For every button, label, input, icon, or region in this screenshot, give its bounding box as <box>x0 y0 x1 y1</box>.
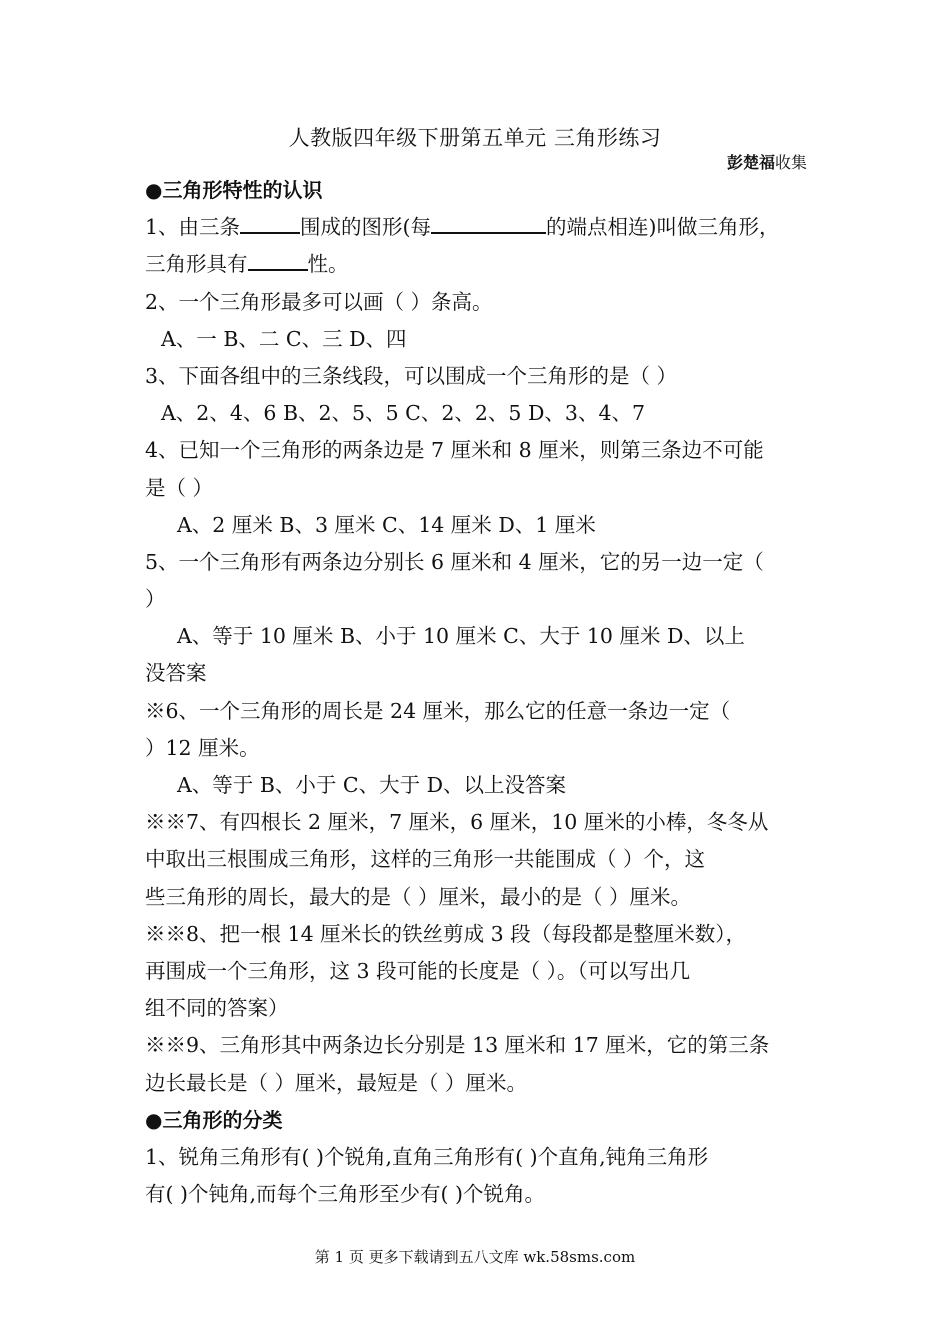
author-suffix: 收集 <box>774 153 807 172</box>
question-line: 4、已知一个三角形的两条边是 7 厘米和 8 厘米，则第三条边不可能 <box>145 438 764 463</box>
question-line: ）12 厘米。 <box>145 735 260 760</box>
author-name: 彭楚福 <box>726 153 775 172</box>
section-heading: ●三角形特性的认识 <box>145 178 323 202</box>
question-text: 的端点相连)叫做三角形， <box>546 215 780 240</box>
question-line <box>145 246 815 283</box>
question-line: 1、锐角三角形有( )个锐角,直角三角形有( )个直角,钝角三角形 <box>145 1144 709 1169</box>
page-footer: 第 1 页 更多下载请到五八文库 wk.58sms.com <box>314 1248 636 1266</box>
question-line: ） <box>145 587 166 612</box>
question-line: 是（ ） <box>145 475 214 500</box>
question-line: 2、一个三角形最多可以画（ ）条高。 <box>145 289 493 314</box>
question-line: A、2、4、6 B、2、5、5 C、2、2、5 D、3、4、7 <box>161 401 646 426</box>
fill-in-blank <box>431 212 546 234</box>
question-line: 有( )个钝角,而每个三角形至少有( )个锐角。 <box>145 1182 546 1207</box>
question-line: ※※9、三角形其中两条边长分别是 13 厘米和 17 厘米，它的第三条 <box>145 1033 770 1058</box>
question-line: ※6、一个三角形的周长是 24 厘米，那么它的任意一条边一定（ <box>145 698 731 723</box>
question-line: 没答案 <box>145 661 207 686</box>
question-line: 组不同的答案） <box>145 996 289 1021</box>
question-line <box>145 209 815 246</box>
page-title: 人教版四年级下册第五单元 三角形练习 <box>288 126 662 150</box>
author-credit <box>727 150 807 173</box>
question-line: ※※7、有四根长 2 厘米，7 厘米，6 厘米，10 厘米的小棒，冬冬从 <box>145 810 769 835</box>
question-text: 三角形具有 <box>145 252 248 277</box>
exercise-content <box>145 172 815 1213</box>
question-line: ※※8、把一根 14 厘米长的铁丝剪成 3 段（每段都是整厘米数）， <box>145 921 746 946</box>
question-line: 3、下面各组中的三条线段，可以围成一个三角形的是（ ） <box>145 363 678 388</box>
question-line: 些三角形的周长，最大的是（ ）厘米，最小的是（ ）厘米。 <box>145 884 692 909</box>
question-line: 再围成一个三角形，这 3 段可能的长度是（ ）。（可以写出几 <box>145 958 691 983</box>
question-text: 性。 <box>307 252 349 277</box>
question-line: A、等于 10 厘米 B、小于 10 厘米 C、大于 10 厘米 D、以上 <box>177 624 745 649</box>
question-line: A、一 B、二 C、三 D、四 <box>161 326 407 351</box>
question-line: 中取出三根围成三角形，这样的三角形一共能围成（ ）个，这 <box>145 847 706 872</box>
question-line: A、等于 B、小于 C、大于 D、以上没答案 <box>177 773 567 797</box>
question-line: 5、一个三角形有两条边分别长 6 厘米和 4 厘米，它的另一边一定（ <box>145 549 764 574</box>
question-line: 边长最长是（ ）厘米，最短是（ ）厘米。 <box>145 1070 528 1095</box>
question-text: 1、由三条 <box>145 215 241 240</box>
fill-in-blank <box>240 212 300 234</box>
question-text: 围成的图形(每 <box>300 215 432 240</box>
fill-in-blank <box>248 249 308 271</box>
question-line: A、2 厘米 B、3 厘米 C、14 厘米 D、1 厘米 <box>177 512 596 537</box>
section-heading: ●三角形的分类 <box>145 1107 283 1132</box>
